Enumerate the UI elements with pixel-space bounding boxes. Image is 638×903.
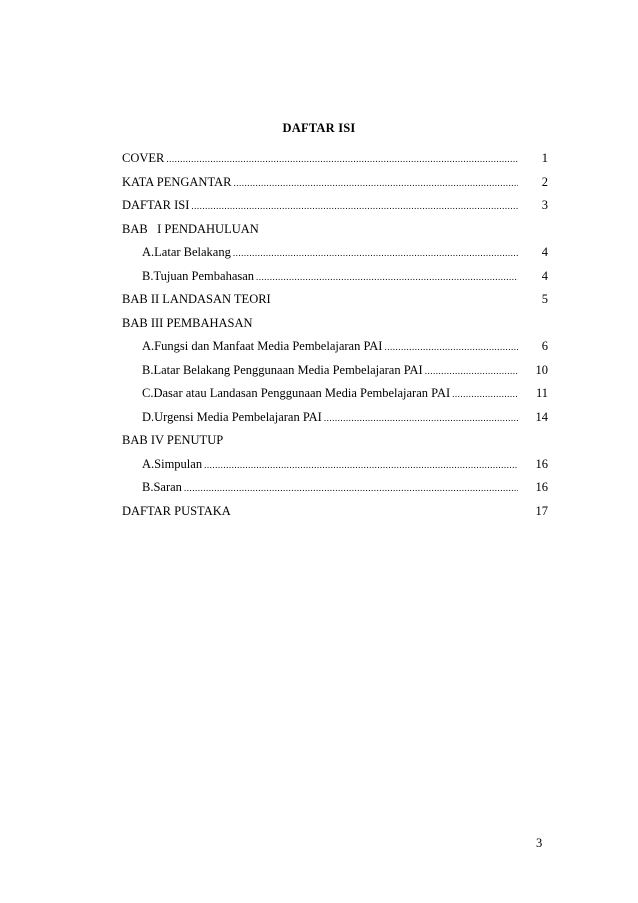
toc-entry-label: BAB III PEMBAHASAN (122, 315, 253, 330)
toc-entry-label: Simpulan (154, 456, 203, 471)
toc-entry-page: 3 (541, 198, 548, 212)
toc-entry-label: Urgensi Media Pembelajaran PAI (154, 409, 322, 424)
toc-entry-letter: A. (142, 456, 155, 471)
toc-entry-label: Latar Belakang (154, 245, 231, 259)
toc-entry (122, 410, 548, 434)
toc-entry (122, 339, 548, 363)
toc-entry-letter: B. (142, 480, 154, 494)
toc-leader-dots (233, 248, 518, 258)
toc-entry (122, 457, 548, 481)
toc-entry-page: 5 (541, 292, 548, 306)
toc-entry-letter: A. (142, 339, 155, 353)
toc-entry-page: 14 (535, 409, 548, 424)
toc-entry-label: Tujuan Pembahasan (153, 268, 255, 283)
toc-entry-page: 4 (541, 245, 548, 259)
toc-entry (122, 363, 548, 387)
toc-leader-dots (452, 389, 518, 399)
toc-chapter-heading (122, 222, 548, 246)
toc-entry-page: 6 (541, 339, 548, 353)
toc-entry-page: 16 (535, 480, 548, 494)
toc-entry-label: Latar Belakang Penggunaan Media Pembelajaran PAI (153, 362, 423, 377)
toc-entry-label: Fungsi dan Manfaat Media Pembelajaran PAI (154, 339, 383, 353)
table-of-contents (122, 151, 548, 527)
toc-entry (122, 198, 548, 222)
page-title: DAFTAR ISI (282, 121, 356, 135)
toc-entry-label: Dasar atau Landasan Penggunaan Media Pembelajaran PAI (153, 386, 451, 400)
toc-chapter-heading (122, 316, 548, 340)
toc-entry-page: 2 (541, 174, 548, 189)
toc-entry-page: 4 (541, 268, 548, 283)
toc-entry-label: BAB II LANDASAN TEORI (122, 292, 271, 306)
toc-entry-label: DAFTAR ISI (122, 198, 190, 212)
toc-entry (122, 151, 548, 175)
toc-leader-dots (191, 201, 518, 211)
toc-leader-dots (184, 483, 518, 493)
toc-entry-letter: C. (142, 386, 154, 400)
toc-entry-letter: B. (142, 362, 154, 377)
toc-entry-page: 16 (535, 456, 548, 471)
toc-entry-page: 11 (535, 386, 548, 400)
toc-leader-dots (324, 413, 518, 423)
toc-entry (122, 269, 548, 293)
toc-entry (122, 245, 548, 269)
toc-leader-dots (166, 154, 518, 164)
toc-leader-dots (256, 272, 518, 282)
toc-leader-dots (384, 342, 518, 352)
toc-entry (122, 386, 548, 410)
toc-leader-dots (425, 366, 518, 376)
toc-leader-dots (204, 460, 518, 470)
page-number: 3 (536, 836, 543, 850)
toc-chapter-heading (122, 504, 548, 528)
toc-leader-dots (233, 178, 518, 188)
toc-entry-page: 17 (535, 503, 548, 518)
toc-entry-page: 1 (541, 151, 548, 165)
toc-entry-label: KATA PENGANTAR (122, 174, 232, 189)
toc-chapter-heading (122, 292, 548, 316)
toc-entry-letter: D. (142, 409, 155, 424)
toc-entry-label: BAB I PENDAHULUAN (122, 221, 259, 236)
toc-entry (122, 175, 548, 199)
toc-entry-label: Saran (153, 480, 182, 494)
toc-entry-label: DAFTAR PUSTAKA (122, 503, 231, 518)
toc-entry-page: 10 (535, 362, 548, 377)
toc-entry-label: COVER (122, 151, 165, 165)
toc-chapter-heading (122, 433, 548, 457)
toc-entry (122, 480, 548, 504)
toc-entry-letter: B. (142, 268, 154, 283)
toc-entry-letter: A. (142, 245, 155, 259)
toc-entry-label: BAB IV PENUTUP (122, 433, 224, 447)
